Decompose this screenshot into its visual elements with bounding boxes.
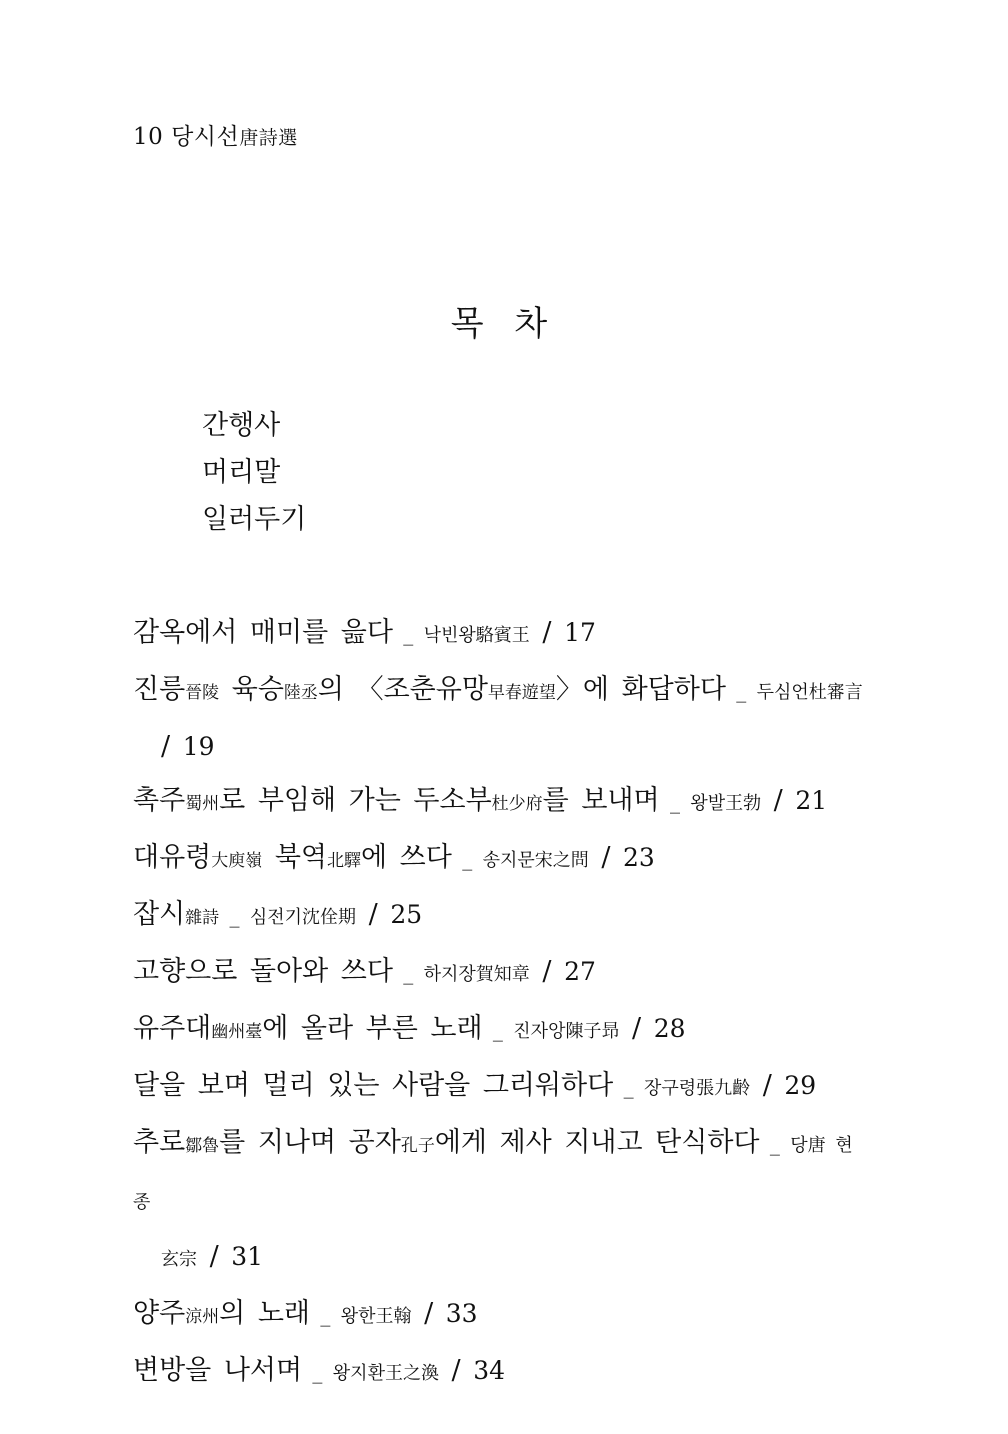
- toc-entry[interactable]: [133, 1002, 863, 1059]
- entry-author: 송지문宋之問: [482, 850, 589, 871]
- entry-author: 심전기沈佺期: [249, 907, 357, 928]
- entry-author: 하지장賀知章: [423, 964, 530, 985]
- toc-entry[interactable]: [133, 774, 863, 831]
- entry-page-number: 17: [564, 618, 596, 647]
- entry-title-hanja: 大庾嶺: [211, 851, 263, 871]
- page-slash: /: [438, 1355, 474, 1386]
- entry-author: 왕발王勃: [690, 793, 762, 814]
- entry-author: 장구령張九齡: [643, 1078, 751, 1099]
- toc-entry[interactable]: [133, 606, 863, 663]
- entry-title: 고향으로 돌아와 쓰다: [133, 956, 393, 987]
- entry-title: 양주: [133, 1298, 186, 1329]
- toc-entry[interactable]: [133, 831, 863, 888]
- page-slash: /: [356, 899, 391, 930]
- entry-title: 에게 제사 지내고 탄식하다: [434, 1127, 760, 1158]
- entry-title: 의 노래: [219, 1298, 311, 1329]
- entry-author: 진자앙陳子昻: [513, 1021, 620, 1042]
- entry-page-number: 31: [231, 1242, 264, 1271]
- separator: _: [392, 961, 424, 985]
- page-slash: /: [588, 842, 623, 873]
- entry-title-hanja: 杜少府: [491, 794, 543, 814]
- entry-page-number: 23: [623, 843, 655, 872]
- entry-title-hanja: 陸丞: [283, 683, 318, 703]
- page-slash: /: [161, 731, 183, 762]
- entry-title: 잡시: [133, 899, 186, 930]
- book-title: 당시선: [171, 124, 240, 150]
- entry-author: 왕한王翰: [340, 1306, 412, 1327]
- separator: _: [659, 790, 691, 814]
- entry-title: 변방을 나서며: [133, 1355, 303, 1386]
- front-matter-item[interactable]: 일러두기: [202, 504, 307, 535]
- separator: _: [310, 1303, 341, 1327]
- separator: _: [759, 1132, 791, 1156]
- entry-author: 왕지환王之渙: [332, 1363, 439, 1384]
- entry-author: 낙빈왕駱賓王: [423, 625, 530, 646]
- entry-title: 감옥에서 매미를 읊다: [133, 617, 393, 648]
- entry-author-hanja: 玄宗: [161, 1249, 197, 1270]
- separator: _: [451, 847, 483, 871]
- entry-page-number: 21: [795, 786, 828, 815]
- front-matter-item[interactable]: 간행사: [202, 410, 281, 441]
- entry-title-hanja: 早春遊望: [487, 683, 556, 703]
- entry-page-number: 28: [653, 1014, 686, 1043]
- toc-entry[interactable]: [133, 1116, 863, 1287]
- toc-title: 목 차: [450, 304, 558, 344]
- entry-page-number: 27: [564, 957, 596, 986]
- page-slash: /: [750, 1070, 785, 1101]
- entry-title: 〉에 화답하다: [555, 674, 726, 705]
- entry-continuation: [133, 720, 863, 774]
- entry-title-hanja: 蜀州: [185, 794, 220, 814]
- entry-title-hanja: 涼州: [185, 1307, 220, 1327]
- entry-page-number: 33: [445, 1299, 478, 1328]
- entry-title: 북역: [262, 842, 327, 873]
- book-title-hanja: 唐詩選: [239, 127, 298, 149]
- separator: _: [613, 1075, 644, 1099]
- entry-title-hanja: 晉陵: [185, 683, 220, 703]
- entry-title: 의 〈조춘유망: [317, 674, 488, 705]
- page-slash: /: [619, 1013, 654, 1044]
- page-slash: /: [411, 1298, 446, 1329]
- entry-title: 에 올라 부른 노래: [262, 1013, 483, 1044]
- entry-title: 에 쓰다: [361, 842, 452, 873]
- entry-title: 진릉: [133, 674, 186, 705]
- front-matter-list: [202, 402, 306, 543]
- entry-title-hanja: 幽州臺: [211, 1022, 263, 1042]
- entry-title: 대유령: [133, 842, 212, 873]
- entry-title: 육승: [219, 674, 284, 705]
- separator: _: [482, 1018, 514, 1042]
- entry-page-number: 29: [784, 1071, 817, 1100]
- page-slash: /: [529, 956, 565, 987]
- entry-author: 두심언杜審言: [756, 682, 863, 703]
- entry-continuation: [133, 1230, 863, 1287]
- front-matter-item[interactable]: 머리말: [202, 457, 281, 488]
- entry-author: 당唐 현종: [133, 1135, 853, 1213]
- entry-title: 유주대: [133, 1013, 212, 1044]
- entry-title-hanja: 鄒魯: [185, 1136, 220, 1156]
- page-slash: /: [529, 617, 565, 648]
- toc-entry[interactable]: [133, 888, 863, 945]
- toc-entry[interactable]: [133, 663, 863, 774]
- entry-title: 를 보내며: [542, 785, 660, 816]
- entry-title: 를 지나며 공자: [219, 1127, 401, 1158]
- toc-entry[interactable]: [133, 1287, 863, 1344]
- toc-entry[interactable]: [133, 1059, 863, 1116]
- page-slash: /: [197, 1241, 232, 1272]
- entry-title: 촉주: [133, 785, 186, 816]
- entry-title-hanja: 雜詩: [185, 908, 220, 928]
- entry-title: 추로: [133, 1127, 186, 1158]
- separator: _: [392, 622, 424, 646]
- toc-entries: [133, 606, 863, 1401]
- separator: _: [302, 1360, 333, 1384]
- entry-page-number: 25: [390, 900, 423, 929]
- page-slash: /: [761, 785, 796, 816]
- entry-title: 로 부임해 가는 두소부: [219, 785, 492, 816]
- entry-title-hanja: 北驛: [327, 851, 361, 871]
- entry-page-number: 19: [182, 732, 215, 761]
- entry-title: 달을 보며 멀리 있는 사람을 그리워하다: [133, 1070, 614, 1101]
- page-header: [133, 118, 298, 151]
- toc-entry[interactable]: [133, 945, 863, 1002]
- page-number: 10: [133, 124, 164, 150]
- entry-title-hanja: 孔子: [400, 1136, 435, 1156]
- separator: _: [219, 904, 250, 928]
- toc-entry[interactable]: [133, 1344, 863, 1401]
- entry-page-number: 34: [473, 1356, 506, 1385]
- separator: _: [725, 679, 757, 703]
